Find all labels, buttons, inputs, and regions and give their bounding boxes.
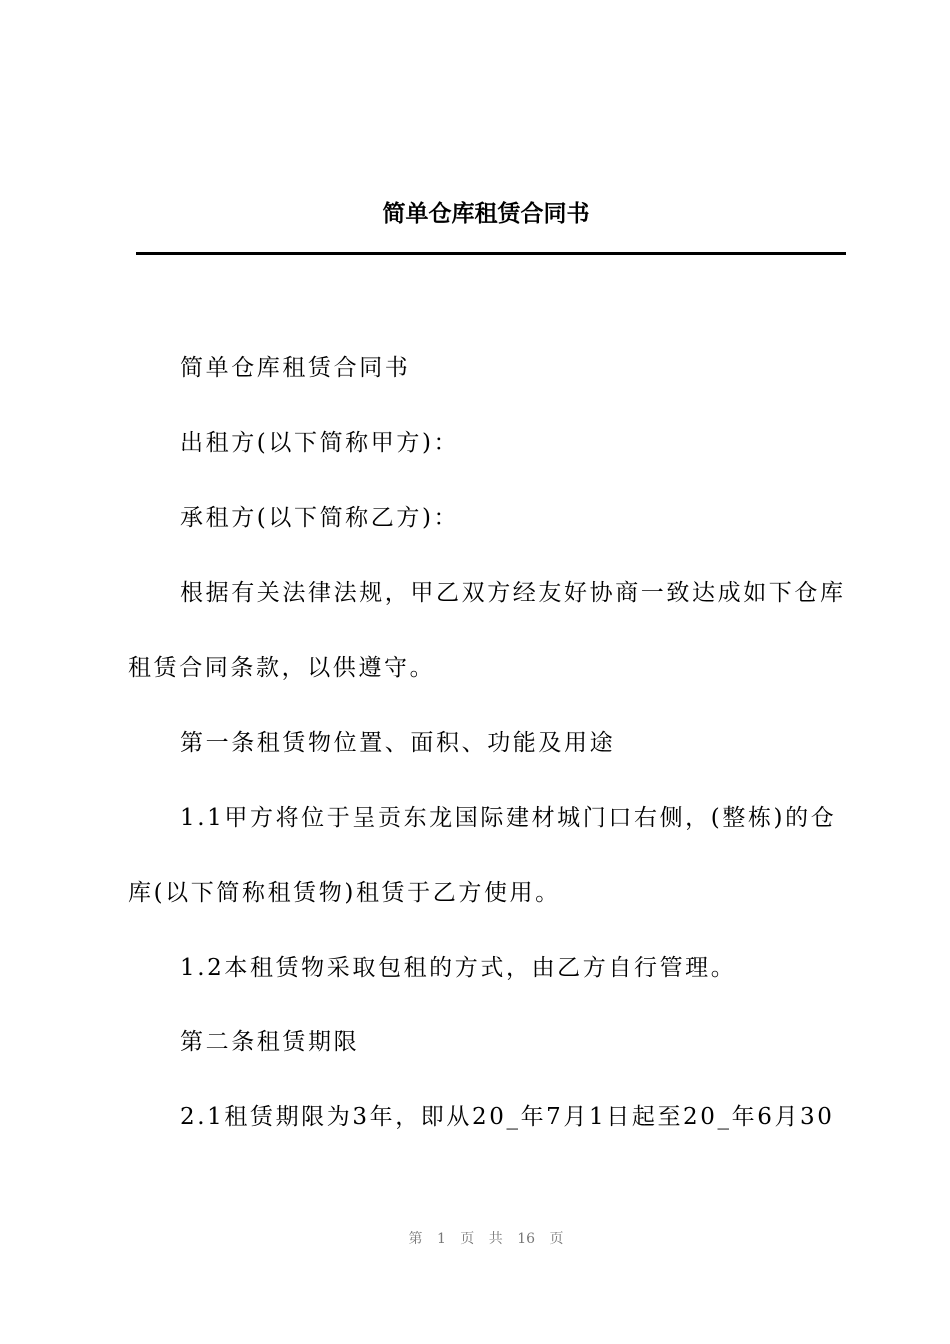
clause-2-1-line-1: 2.1租赁期限为3年，即从20_年7月1日起至20_年6月30 — [180, 1104, 835, 1130]
page-number-footer: 第 1 页 共 16 页 — [408, 1231, 564, 1247]
paragraph-lessor: 出租方(以下简称甲方)： — [180, 430, 460, 456]
article-1-heading: 第一条租赁物位置、面积、功能及用途 — [180, 730, 616, 756]
paragraph-lessee: 承租方(以下简称乙方)： — [180, 505, 460, 531]
paragraph-contract-name: 简单仓库租赁合同书 — [180, 355, 411, 381]
clause-1-1-line-1: 1.1甲方将位于呈贡东龙国际建材城门口右侧，(整栋)的仓 — [180, 805, 837, 831]
paragraph-preamble-line-1: 根据有关法律法规，甲乙双方经友好协商一致达成如下仓库 — [180, 580, 846, 606]
article-2-heading: 第二条租赁期限 — [180, 1029, 360, 1055]
clause-1-2: 1.2本租赁物采取包租的方式，由乙方自行管理。 — [180, 955, 737, 981]
document-title: 简单仓库租赁合同书 — [382, 201, 590, 227]
paragraph-preamble-line-2: 租赁合同条款，以供遵守。 — [128, 655, 436, 681]
clause-1-1-line-2: 库(以下简称租赁物)租赁于乙方使用。 — [128, 880, 561, 906]
title-underline — [136, 252, 846, 255]
